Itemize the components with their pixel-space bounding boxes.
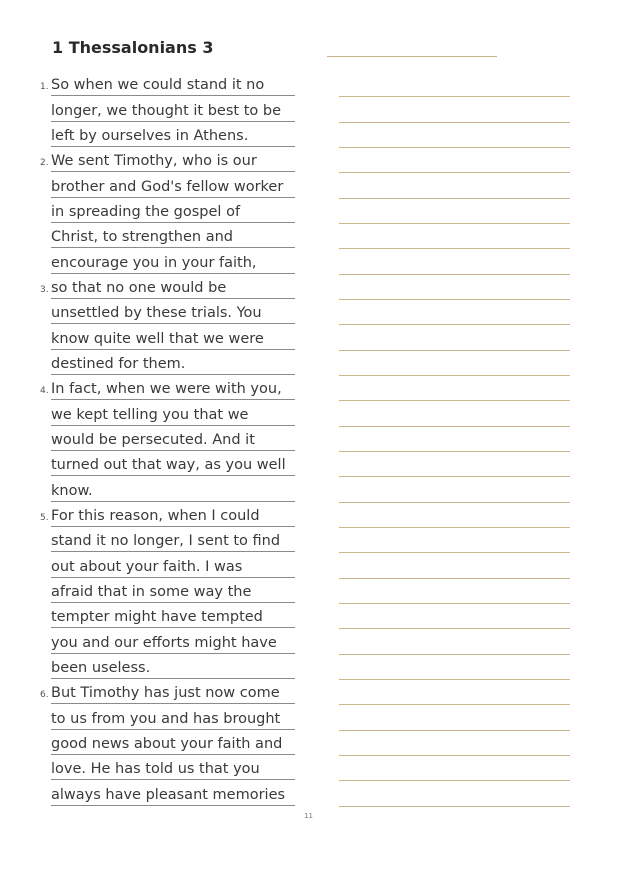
verse-line xyxy=(0,148,300,173)
verse-number: 2. xyxy=(40,158,49,169)
verse-text: For this reason, when I could xyxy=(51,507,295,527)
verse-line xyxy=(0,604,300,629)
blank-writing-line xyxy=(339,680,570,705)
blank-writing-line xyxy=(339,731,570,756)
verse-text: unsettled by these trials. You xyxy=(51,304,295,324)
verse-text: destined for them. xyxy=(51,355,295,375)
verse-text-column xyxy=(0,72,300,807)
page-title: 1 Thessalonians 3 xyxy=(52,38,214,57)
blank-writing-line xyxy=(339,199,570,224)
blank-writing-line xyxy=(339,579,570,604)
verse-text: you and our efforts might have xyxy=(51,634,295,654)
verse-line xyxy=(0,427,300,452)
blank-writing-line xyxy=(339,427,570,452)
verse-text: We sent Timothy, who is our xyxy=(51,152,295,172)
verse-text: been useless. xyxy=(51,659,295,679)
verse-line xyxy=(0,173,300,198)
blank-writing-line xyxy=(339,553,570,578)
blank-writing-line xyxy=(339,655,570,680)
verse-text: so that no one would be xyxy=(51,279,295,299)
verse-line xyxy=(0,351,300,376)
verse-text: Christ, to strengthen and xyxy=(51,228,295,248)
verse-line xyxy=(0,553,300,578)
blank-writing-line xyxy=(339,173,570,198)
verse-text: in spreading the gospel of xyxy=(51,203,295,223)
verse-line xyxy=(0,123,300,148)
verse-line xyxy=(0,275,300,300)
verse-line xyxy=(0,72,300,97)
verse-text: know. xyxy=(51,482,295,502)
blank-writing-line xyxy=(339,604,570,629)
verse-text: So when we could stand it no xyxy=(51,76,295,96)
verse-line xyxy=(0,224,300,249)
verse-text: left by ourselves in Athens. xyxy=(51,127,295,147)
blank-writing-line xyxy=(339,756,570,781)
verse-number: 5. xyxy=(40,512,49,523)
verse-line xyxy=(0,249,300,274)
verse-text: In fact, when we were with you, xyxy=(51,380,295,400)
verse-text: longer, we thought it best to be xyxy=(51,102,295,122)
blank-writing-line xyxy=(339,376,570,401)
blank-writing-line xyxy=(339,275,570,300)
verse-line xyxy=(0,731,300,756)
verse-text: love. He has told us that you xyxy=(51,760,295,780)
verse-line xyxy=(0,629,300,654)
blank-writing-line xyxy=(339,325,570,350)
verse-line xyxy=(0,705,300,730)
blank-writing-line xyxy=(339,629,570,654)
verse-line xyxy=(0,579,300,604)
blank-writing-line xyxy=(339,452,570,477)
blank-writing-line xyxy=(339,781,570,806)
verse-line xyxy=(0,401,300,426)
verse-line xyxy=(0,781,300,806)
verse-line xyxy=(0,528,300,553)
verse-text: stand it no longer, I sent to find xyxy=(51,532,295,552)
verse-text: know quite well that we were xyxy=(51,330,295,350)
verse-line xyxy=(0,756,300,781)
verse-line xyxy=(0,655,300,680)
verse-line xyxy=(0,199,300,224)
verse-text: good news about your faith and xyxy=(51,735,295,755)
verse-text: turned out that way, as you well xyxy=(51,456,295,476)
verse-number: 1. xyxy=(40,82,49,93)
blank-writing-line xyxy=(339,503,570,528)
blank-writing-line xyxy=(339,528,570,553)
verse-text: out about your faith. I was xyxy=(51,558,295,578)
blank-writing-line xyxy=(339,401,570,426)
verse-line xyxy=(0,680,300,705)
verse-line xyxy=(0,477,300,502)
blank-writing-line xyxy=(339,123,570,148)
verse-text: always have pleasant memories xyxy=(51,786,295,806)
verse-number: 3. xyxy=(40,284,49,295)
writing-practice-column xyxy=(339,72,570,807)
page-number: 11 xyxy=(304,812,313,820)
verse-line xyxy=(0,97,300,122)
blank-writing-line xyxy=(339,72,570,97)
verse-text: we kept telling you that we xyxy=(51,406,295,426)
blank-writing-line xyxy=(339,148,570,173)
blank-writing-line xyxy=(339,249,570,274)
verse-text: brother and God's fellow worker xyxy=(51,178,295,198)
blank-writing-line xyxy=(339,705,570,730)
blank-writing-line xyxy=(339,351,570,376)
verse-number: 4. xyxy=(40,386,49,397)
verse-text: to us from you and has brought xyxy=(51,710,295,730)
verse-text: encourage you in your faith, xyxy=(51,254,295,274)
verse-line xyxy=(0,376,300,401)
blank-writing-line xyxy=(339,97,570,122)
verse-text: But Timothy has just now come xyxy=(51,684,295,704)
verse-number: 6. xyxy=(40,690,49,701)
verse-line xyxy=(0,452,300,477)
blank-writing-line xyxy=(339,477,570,502)
verse-text: tempter might have tempted xyxy=(51,608,295,628)
verse-line xyxy=(0,325,300,350)
blank-writing-line xyxy=(339,300,570,325)
verse-text: afraid that in some way the xyxy=(51,583,295,603)
title-writing-line xyxy=(327,56,497,57)
verse-line xyxy=(0,503,300,528)
blank-writing-line xyxy=(339,224,570,249)
verse-line xyxy=(0,300,300,325)
verse-text: would be persecuted. And it xyxy=(51,431,295,451)
